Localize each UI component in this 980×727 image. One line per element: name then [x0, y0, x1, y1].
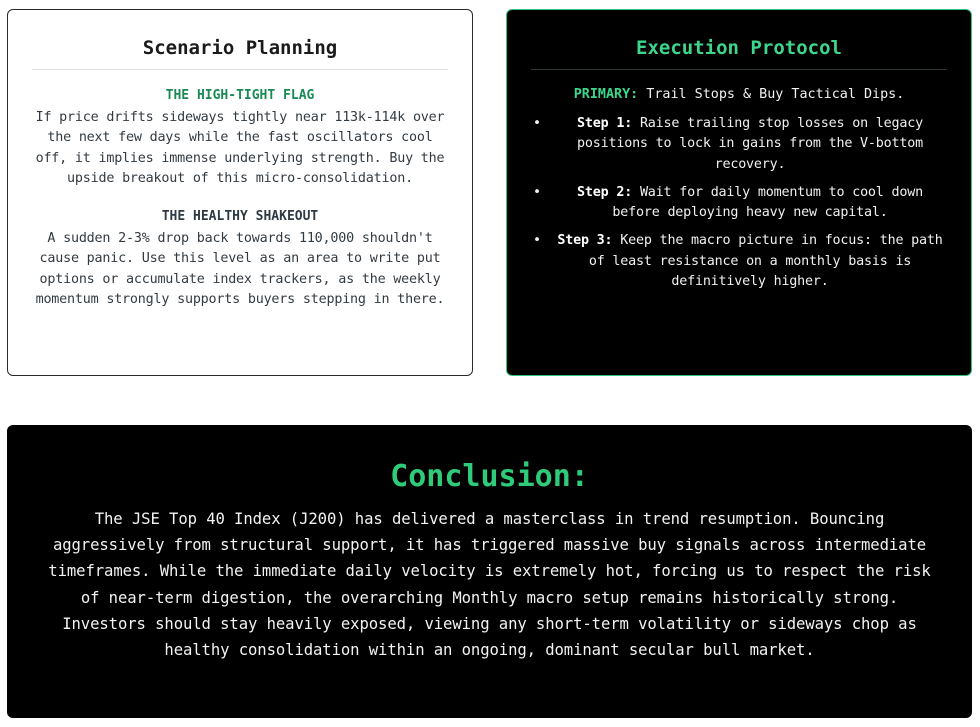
- high-tight-flag-body: If price drifts sideways tightly near 113k-114k over the next few days while the fast oscillators cool off, it implies immense underlying strength. Buy the upside breakout of this micro-consolidation.: [35, 110, 445, 186]
- healthy-shakeout-heading: THE HEALTHY SHAKEOUT: [161, 209, 319, 225]
- primary-directive: [531, 87, 947, 102]
- list-item: [531, 183, 947, 224]
- step-label: Step 1:: [577, 116, 633, 131]
- primary-text: Trail Stops & Buy Tactical Dips.: [638, 87, 905, 102]
- primary-label: PRIMARY:: [573, 87, 639, 102]
- healthy-shakeout-body: A sudden 2-3% drop back towards 110,000 shouldn't cause panic. Use this level as an area to write put options or accumulate index trackers, as the weekly momentum strongly supports buyers stepping in there.: [35, 231, 445, 308]
- bullet-icon: •: [533, 116, 541, 131]
- execution-protocol-title: Execution Protocol: [531, 37, 947, 70]
- step-text: Keep the macro picture in focus: the path of least resistance on a monthly basis is definitively higher.: [588, 233, 943, 290]
- high-tight-flag-heading: THE HIGH-TIGHT FLAG: [165, 88, 315, 103]
- step-text: Wait for daily momentum to cool down before deploying heavy new capital.: [612, 184, 923, 221]
- list-item: [531, 231, 947, 292]
- scenario-planning-card: [7, 9, 473, 376]
- scenario-planning-title: Scenario Planning: [32, 37, 448, 70]
- step-text: Raise trailing stop losses on legacy positions to lock in gains from the V-bottom recovery.: [577, 116, 923, 172]
- step-label: Step 2:: [577, 184, 633, 200]
- execution-protocol-card: [506, 9, 972, 376]
- steps-list: [531, 114, 947, 292]
- conclusion-title: Conclusion:: [390, 459, 589, 494]
- bullet-icon: •: [533, 233, 541, 249]
- conclusion-body: The JSE Top 40 Index (J200) has delivered a masterclass in trend resumption. Bouncing aggressively from structural support, it has triggered massive buy signals across intermediate timeframes. While the immediate daily velocity is extremely hot, forcing us to respect the risk of near-term digestion, the overarching Monthly macro setup remains historically strong. Investors should stay heavily exposed, viewing any short-term volatility or sideways chop as healthy consolidation within an ongoing, dominant secular bull market.: [48, 510, 931, 660]
- conclusion-card: [7, 425, 972, 718]
- list-item: [531, 114, 947, 175]
- step-label: Step 3:: [557, 233, 613, 249]
- bullet-icon: •: [533, 184, 541, 200]
